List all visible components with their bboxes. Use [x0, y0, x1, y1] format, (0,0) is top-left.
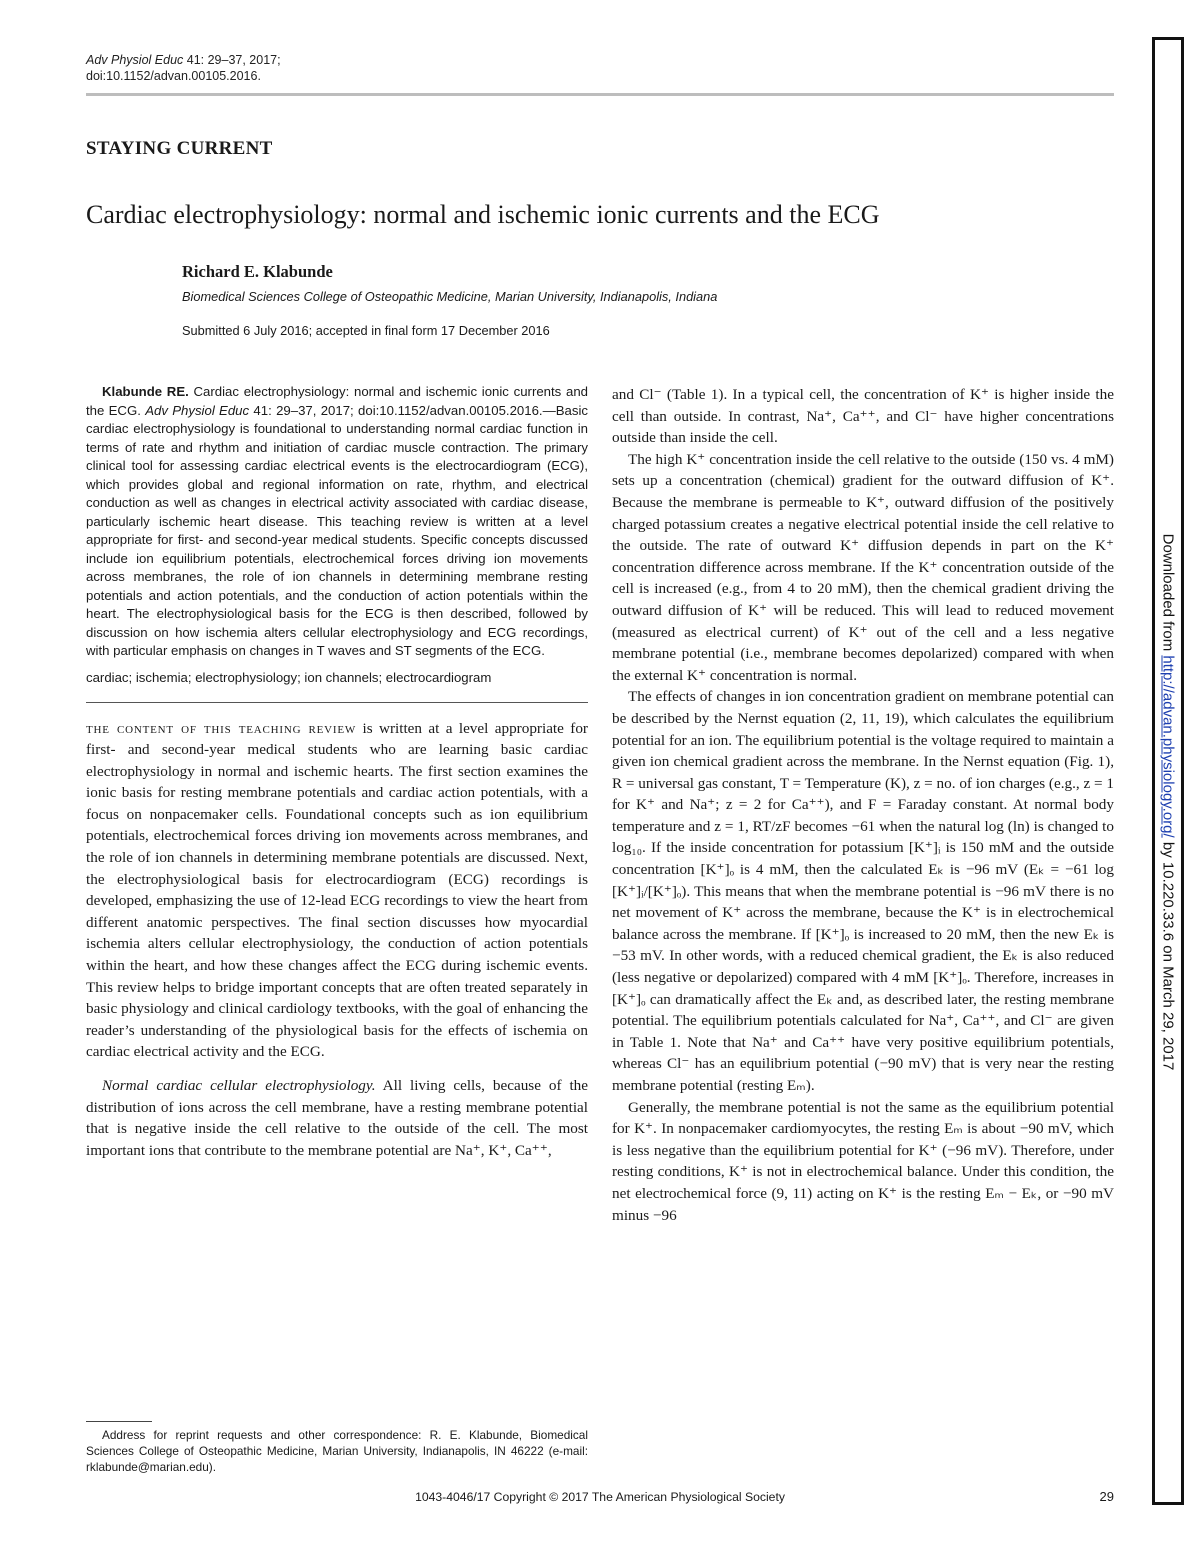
intro-text: is written at a level appropriate for first- and second-year medical students who are learning basic cardiac electrophysiology in normal and ischemic hearts. The first section examines the ionic basis for resting membrane potentials and cardiac action potentials, with a focus on nonpacemaker cells. Foundational concepts such as ion equilibrium potentials, electrochemical forces driving ion movements across membranes, and the role of ion channels in determining membrane potentials are discussed. Next, the electrophysiological basis for electrocardiogram (ECG) recordings is developed, emphasizing the use of 12-lead ECG recordings to view the heart from different anatomic perspectives. The final section discusses how myocardial ischemia alters cellular electrophysiology, the conduction of action potentials within the heart, and how these changes affect the ECG during ischemic events. This review helps to bridge important concepts that are often treated separately in basic physiology and clinical cardiology textbooks, with the goal of enhancing the reader’s understanding of the physiological basis for the effects of ischemia on cardiac electrical activity and the ECG. — [86, 719, 588, 1061]
author: Richard E. Klabunde — [182, 262, 333, 281]
copyright-footer: 1043-4046/17 Copyright © 2017 The American Physiological Society — [415, 1490, 785, 1504]
intro-smallcaps: the content of this teaching review — [86, 719, 357, 737]
body-paragraph-4: Generally, the membrane potential is not the same as the equilibrium potential for K⁺. In nonpacemaker cardiomyocytes, the resting Eₘ is about −90 mV, which is less negative than the equilibrium potential for K⁺ (−96 mV). Therefore, under resting conditions, K⁺ is not in electrochemical balance. Under this condition, the net electrochemical force (9, 11) acting on K⁺ is the resting Eₘ − Eₖ, or −90 mV minus −96 — [612, 1098, 1114, 1224]
abstract-divider — [86, 702, 588, 703]
submission-dates: Submitted 6 July 2016; accepted in final form 17 December 2016 — [182, 323, 550, 338]
doi: doi:10.1152/advan.00105.2016. — [86, 69, 261, 83]
abstract-body: —Basic cardiac electrophysiology is foundational to understanding normal cardiac function in terms of rate and rhythm and initiation of cardiac muscle contraction. The primary clinical tool for assessing cardiac electrical events is the electrocardiogram (ECG), which provides global and regional information on rate, rhythm, and electrical conduction as well as changes in electrical activity associated with cardiac disease, particularly ischemic heart disease. This teaching review is written at a level appropriate for first- and second-year medical students. Specific concepts discussed include ion equilibrium potentials, electrochemical forces driving ion movements across membranes, the role of ion channels in determining membrane resting potentials and action potentials, and the conduction of action potentials within the heart. The electrophysiological basis for the ECG is then described, followed by discussion on how ischemia alters cellular electrophysiology and ECG recordings, with particular emphasis on changes in T waves and ST segments of the ECG. — [86, 402, 589, 658]
download-notice — [1160, 502, 1177, 1102]
section-heading: STAYING CURRENT — [86, 138, 273, 159]
body-paragraph-3: The effects of changes in ion concentration gradient on membrane potential can be described by the Nernst equation (2, 11, 19), which calculates the equilibrium potential for an ion. The equilibrium potential is the voltage required to maintain a given ion chemical gradient across the membrane. In the Nernst equation (Fig. 1), R = universal gas constant, T = Temperature (K), z = no. of ion charges (e.g., z = 1 for K⁺ and Na⁺; z = 2 for Ca⁺⁺), and F = Faraday constant. At normal body temperature and z = 1, RT/zF becomes −61 when the natural log (ln) is changed to log₁₀. If the inside concentration for potassium [K⁺]ᵢ is 150 mM and the outside concentration [K⁺]ₒ is 4 mM, then the calculated Eₖ is −96 mV (Eₖ = −61 log [K⁺]ᵢ/[K⁺]ₒ). This means that when the membrane potential is −96 mV there is no net movement of K⁺ across the membrane, because the K⁺ is in electrochemical balance across the membrane. If [K⁺]ₒ is increased to 20 mM, then the new Eₖ is −53 mV. In other words, with a reduced chemical gradient, the Eₖ is also reduced (less negative or depolarized) compared with 4 mM [K⁺]ₒ. Therefore, increases in [K⁺]ₒ can dramatically affect the Eₖ and, as described later, the resting membrane potential. The equilibrium potentials calculated for Na⁺, Ca⁺⁺, and Cl⁻ are given in Table 1. Note that Na⁺ and Ca⁺⁺ have very positive equilibrium potentials, whereas Cl⁻ has an equilibrium potential (−90 mV) that is very near the resting membrane potential (resting Eₘ). — [612, 688, 1114, 1094]
body-paragraph-1: and Cl⁻ (Table 1). In a typical cell, the concentration of K⁺ is higher inside the cell than outside. In contrast, Na⁺, Ca⁺⁺, and Cl⁻ have higher concentrations outside than inside the cell. — [612, 386, 1114, 447]
normal-section-paragraph — [86, 1075, 588, 1161]
normal-section-heading: Normal cardiac cellular electrophysiology. — [102, 1077, 376, 1094]
correspondence-footnote: Address for reprint requests and other correspondence: R. E. Klabunde, Biomedical Sciences College of Osteopathic Medicine, Marian University, Indianapolis, IN 46222 (e-mail: rklabunde@marian.edu). — [86, 1428, 588, 1474]
footnote-rule — [86, 1421, 152, 1422]
abstract-journal: Adv Physiol Educ — [145, 402, 250, 418]
body-paragraph-2: The high K⁺ concentration inside the cell relative to the outside (150 vs. 4 mM) sets up a concentration (chemical) gradient for the outward diffusion of K⁺. Because the membrane is permeable to K⁺, outward diffusion of the positively charged potassium creates a negative electrical potential inside the cell relative to the outside. The rate of outward K⁺ diffusion depends in part on the K⁺ concentration difference across membrane. If the K⁺ concentration outside of the cell is increased (e.g., from 4 to 20 mM), then the chemical gradient driving the outward diffusion of K⁺ will be reduced. This will lead to reduced movement (measured as electrical current) of K⁺ out of the cell and a less negative membrane potential (i.e., membrane becomes depolarized) compared with when the external K⁺ concentration is normal. — [612, 450, 1114, 684]
download-suffix: by 10.220.33.6 on March 29, 2017 — [1159, 837, 1177, 1071]
intro-paragraph — [86, 718, 588, 1064]
keywords: cardiac; ischemia; electrophysiology; ion channels; electrocardiogram — [86, 669, 492, 685]
abstract-lead: Klabunde RE. — [102, 384, 189, 399]
journal-citation — [86, 52, 281, 84]
affiliation: Biomedical Sciences College of Osteopathic Medicine, Marian University, Indianapolis, Indiana — [182, 289, 718, 304]
page-number: 29 — [1099, 1489, 1114, 1504]
normal-section-text: All living cells, because of the distribution of ions across the cell membrane, have a resting membrane potential that is negative inside the cell relative to the outside of the cell. The most important ions that contribute to the membrane potential are Na⁺, K⁺, Ca⁺⁺, — [86, 1077, 588, 1159]
journal-name: Adv Physiol Educ — [86, 53, 184, 67]
left-column — [86, 383, 588, 1161]
download-link[interactable]: http://advan.physiology.org/ — [1159, 655, 1177, 838]
download-prefix: Downloaded from — [1159, 533, 1177, 656]
article-title: Cardiac electrophysiology: normal and ischemic ionic currents and the ECG — [86, 200, 880, 229]
header-rule — [86, 93, 1114, 96]
journal-cite: 41: 29–37, 2017; — [183, 53, 281, 67]
right-column — [612, 384, 1114, 1226]
abstract-cite: 41: 29–37, 2017; doi:10.1152/advan.00105.2016. — [249, 402, 543, 418]
abstract-title: Cardiac electrophysiology: normal and ischemic ionic currents and the ECG. — [86, 384, 588, 418]
abstract — [86, 383, 588, 661]
